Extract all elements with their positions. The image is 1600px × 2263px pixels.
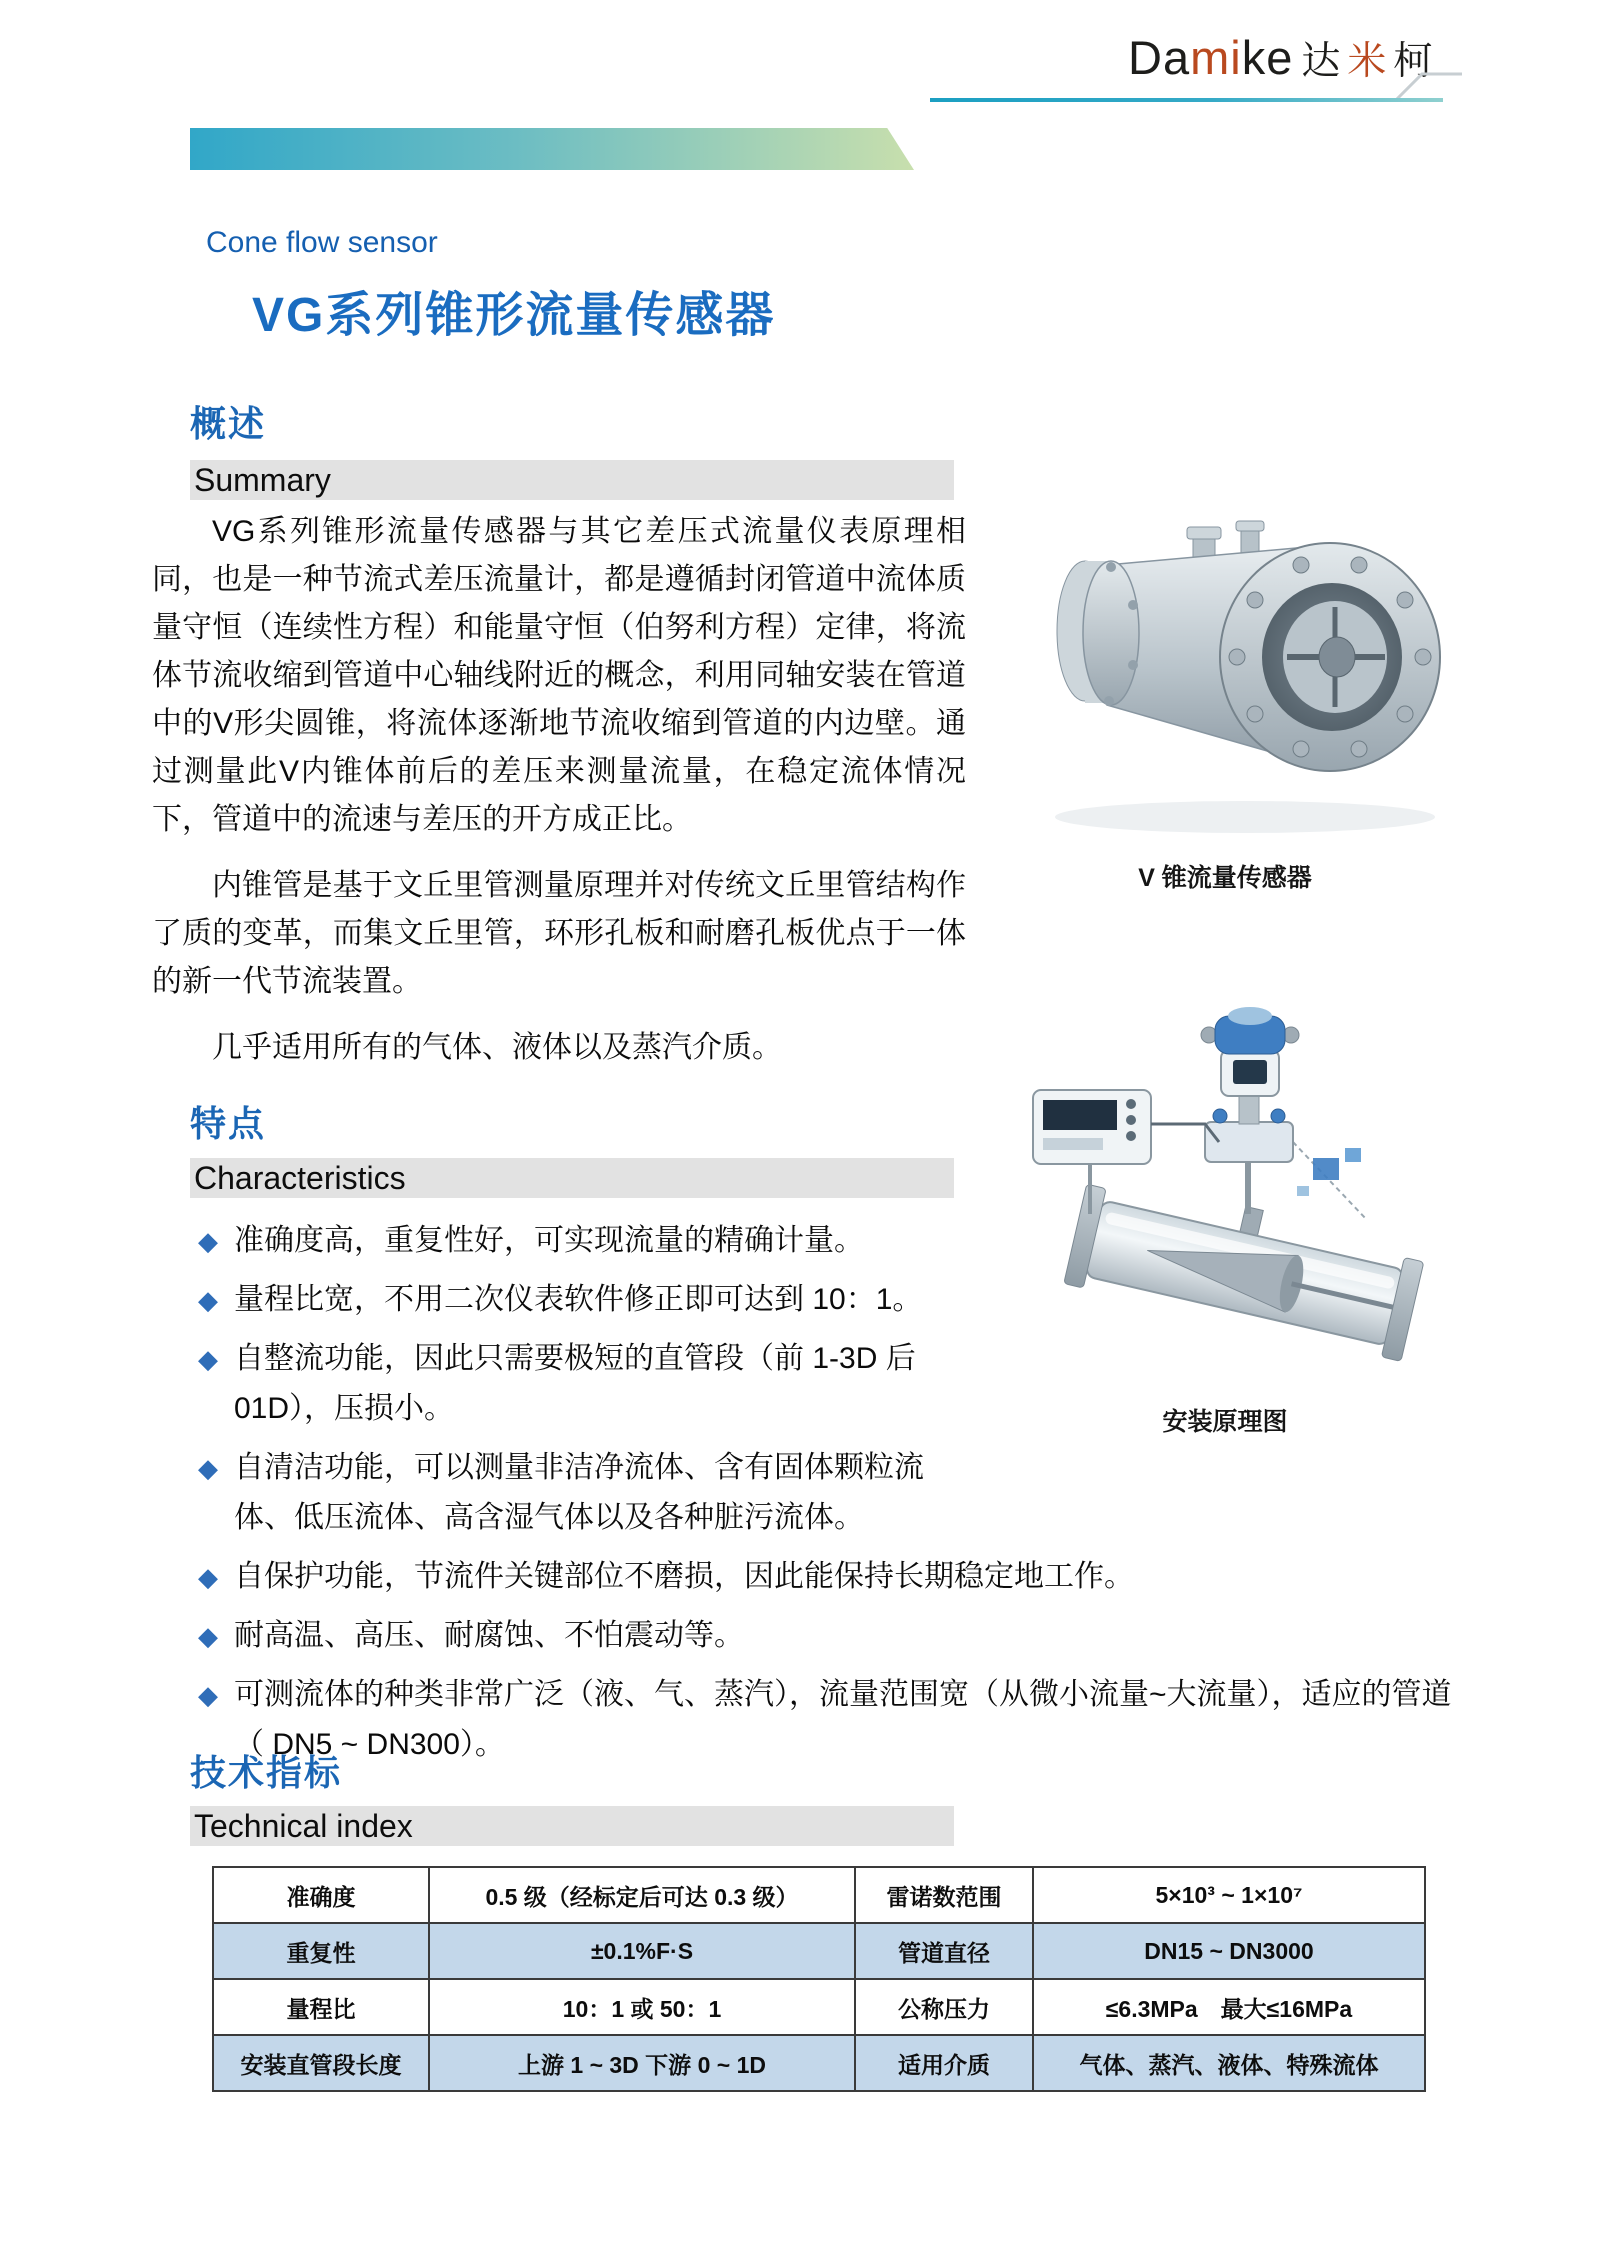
table-cell-value: ±0.1%F·S — [429, 1923, 855, 1979]
logo-underline — [930, 98, 1443, 102]
summary-paragraph: 内锥管是基于文丘里管测量原理并对传统文丘里管结构作了质的变革，而集文丘里管，环形孔板和耐磨孔板优点于一体的新一代节流装置。 — [152, 869, 966, 998]
diamond-bullet-icon: ◆ — [198, 1344, 218, 1374]
feature-text: 耐高温、高压、耐腐蚀、不怕震动等。 — [234, 1619, 744, 1652]
feature-text: 自清洁功能，可以测量非洁净流体、含有固体颗粒流体、低压流体、高含湿气体以及各种脏污流体。 — [234, 1451, 924, 1534]
diamond-bullet-icon: ◆ — [198, 1562, 218, 1592]
technical-table — [212, 1866, 1426, 2092]
feature-text: 量程比宽，不用二次仪表软件修正即可达到 10：1。 — [234, 1283, 923, 1316]
logo-word-part: Da — [1128, 31, 1191, 84]
table-cell-label: 重复性 — [213, 1923, 429, 1979]
table-row — [213, 1979, 1425, 2035]
table-cell-value: 0.5 级（经标定后可达 0.3 级） — [429, 1867, 855, 1923]
technical-heading-zh: 技术指标 — [190, 1752, 343, 1793]
header-gradient-band — [190, 128, 914, 170]
feature-item — [198, 1552, 1480, 1602]
table-cell-value: ≤6.3MPa 最大≤16MPa — [1033, 1979, 1425, 2035]
diamond-bullet-icon: ◆ — [198, 1226, 218, 1256]
summary-paragraph: VG系列锥形流量传感器与其它差压式流量仪表原理相同，也是一种节流式差压流量计，都是遵循封闭管道中流体质量守恒（连续性方程）和能量守恒（伯努利方程）定律，将流体节流收缩到管道中心轴线附近的概念，利用同轴安装在管道中的V形尖圆锥，将流体逐渐地节流收缩到管道的内边壁。通过测量此V内锥体前后的差压来测量流量，在稳定流体情况下，管道中的流速与差压的开方成正比。 — [152, 515, 966, 836]
feature-text: 准确度高，重复性好，可实现流量的精确计量。 — [234, 1224, 864, 1257]
feature-text: 自整流功能，因此只需要极短的直管段（前 1-3D 后 01D），压损小。 — [234, 1342, 916, 1425]
product-category-title: Cone flow sensor — [206, 226, 438, 259]
feature-item — [198, 1670, 1480, 1770]
feature-item — [198, 1216, 1480, 1266]
figure-caption: 安装原理图 — [1162, 1408, 1288, 1436]
table-cell-label: 安装直管段长度 — [213, 2035, 429, 2091]
diamond-bullet-icon: ◆ — [198, 1285, 218, 1315]
feature-item — [198, 1275, 1480, 1325]
feature-text: 自保护功能，节流件关键部位不磨损，因此能保持长期稳定地工作。 — [234, 1560, 1134, 1593]
table-cell-label: 适用介质 — [855, 2035, 1033, 2091]
table-row — [213, 2035, 1425, 2091]
logo-accent-icon — [1396, 68, 1466, 102]
v-cone-sensor-photo — [995, 505, 1455, 850]
feature-text: 可测流体的种类非常广泛（液、气、蒸汽），流量范围宽（从微小流量~大流量），适应的管道（ DN5 ~ DN300）。 — [234, 1678, 1452, 1761]
table-cell-label: 量程比 — [213, 1979, 429, 2035]
page-title: VG系列锥形流量传感器 — [252, 289, 776, 342]
diamond-bullet-icon: ◆ — [198, 1680, 218, 1710]
company-logo — [1128, 30, 1439, 86]
summary-paragraph: 几乎适用所有的气体、液体以及蒸汽介质。 — [212, 1031, 782, 1064]
logo-cjk-part: 达 — [1301, 40, 1348, 83]
table-cell-value: 5×10³ ~ 1×10⁷ — [1033, 1867, 1425, 1923]
feature-list — [198, 1216, 1480, 1779]
summary-heading-en: Summary — [190, 460, 954, 500]
table-cell-label: 公称压力 — [855, 1979, 1033, 2035]
characteristics-heading-zh: 特点 — [190, 1103, 267, 1144]
summary-body — [152, 508, 966, 1090]
technical-heading-en: Technical index — [190, 1806, 954, 1846]
feature-item — [198, 1611, 1480, 1661]
diamond-bullet-icon: ◆ — [198, 1621, 218, 1651]
characteristics-heading-en: Characteristics — [190, 1158, 954, 1198]
logo-word-part: mi — [1190, 31, 1242, 84]
logo-word-part: ke — [1241, 31, 1294, 84]
table-row — [213, 1923, 1425, 1979]
table-cell-value: DN15 ~ DN3000 — [1033, 1923, 1425, 1979]
figure-caption: V 锥流量传感器 — [1138, 864, 1312, 892]
table-cell-value: 10：1 或 50：1 — [429, 1979, 855, 2035]
table-cell-label: 雷诺数范围 — [855, 1867, 1033, 1923]
table-cell-value: 上游 1 ~ 3D 下游 0 ~ 1D — [429, 2035, 855, 2091]
logo-cjk-part: 柯 — [1393, 40, 1440, 83]
table-cell-label: 准确度 — [213, 1867, 429, 1923]
feature-item — [198, 1334, 1480, 1434]
table-row — [213, 1867, 1425, 1923]
diamond-bullet-icon: ◆ — [198, 1453, 218, 1483]
table-cell-value: 气体、蒸汽、液体、特殊流体 — [1033, 2035, 1425, 2091]
table-cell-label: 管道直径 — [855, 1923, 1033, 1979]
feature-item — [198, 1443, 1480, 1543]
logo-cjk-part: 米 — [1347, 40, 1394, 83]
summary-heading-zh: 概述 — [190, 403, 267, 444]
